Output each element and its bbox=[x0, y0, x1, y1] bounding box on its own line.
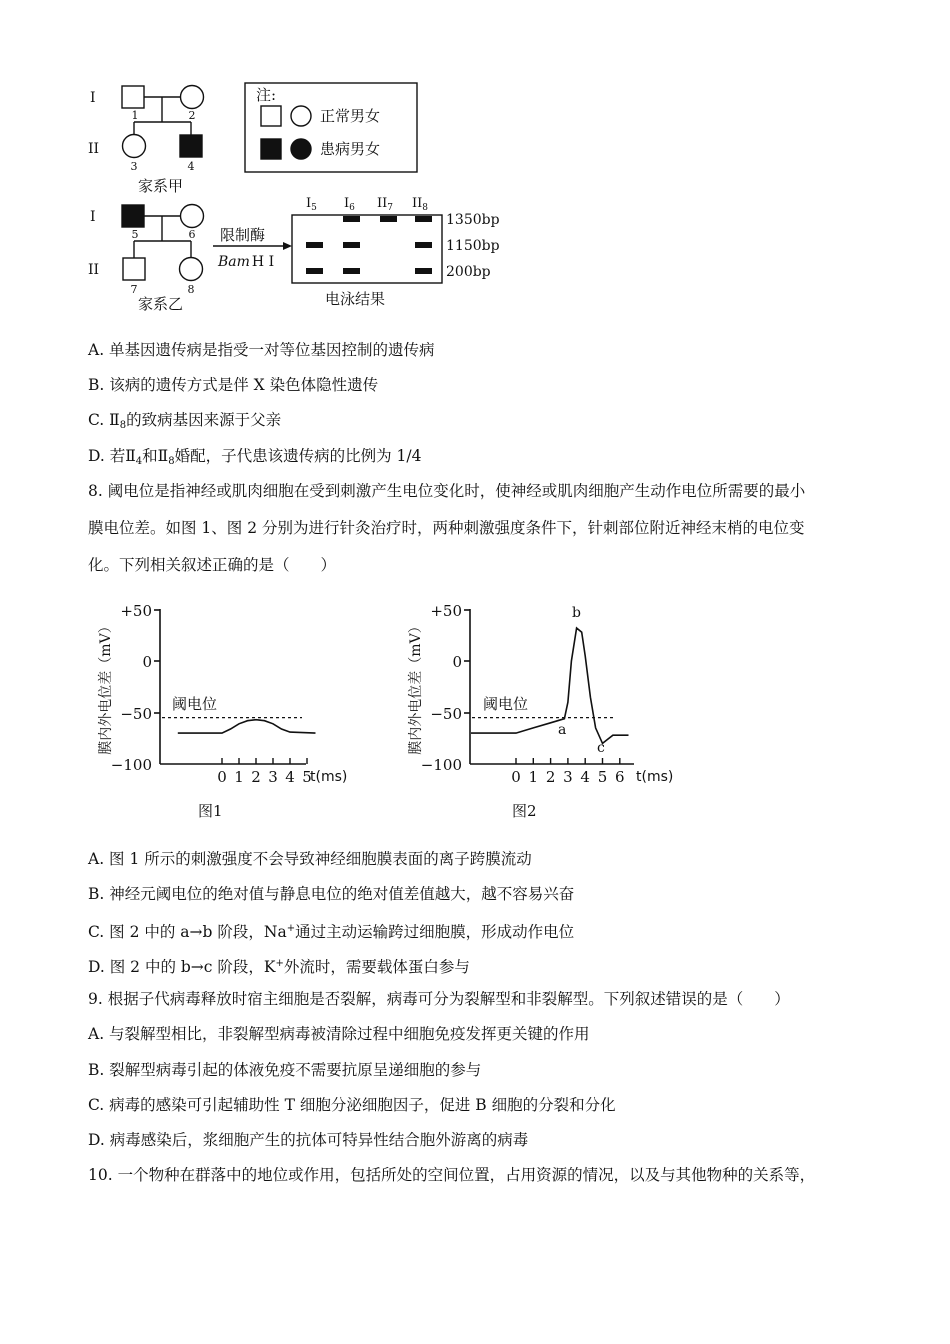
pedigree-a-male-1 bbox=[122, 86, 144, 108]
q9-option-a: A. 与裂解型相比，非裂解型病毒被清除过程中细胞免疫发挥更关键的作用 bbox=[88, 1025, 590, 1043]
pedigree-b-female-8 bbox=[180, 258, 203, 281]
q9-option-d: D. 病毒感染后，浆细胞产生的抗体可特异性结合胞外游离的病毒 bbox=[88, 1131, 529, 1149]
gel-bands bbox=[306, 216, 432, 274]
pedigree-b-male-5-affected bbox=[122, 205, 144, 227]
q8-option-a: A. 图 1 所示的刺激强度不会导致神经细胞膜表面的离子跨膜流动 bbox=[88, 850, 532, 868]
fig2-ytick-0: 0 bbox=[452, 653, 462, 671]
fig2-potential-curve bbox=[471, 628, 629, 743]
q8-option-b: B. 神经元阈电位的绝对值与静息电位的绝对值差值越大，越不容易兴奋 bbox=[88, 885, 575, 903]
size-1150: 1150bp bbox=[446, 238, 500, 254]
fig2-xtick-label: 3 bbox=[563, 768, 573, 786]
band-I5-200 bbox=[306, 268, 323, 274]
arrow-icon bbox=[283, 242, 292, 250]
pedigree-b-female-6 bbox=[181, 205, 204, 228]
band-I5-1150 bbox=[306, 242, 323, 248]
lane-label-II7: $II_7$ bbox=[377, 196, 394, 213]
q9-stem: 9. 根据子代病毒释放时宿主细胞是否裂解，病毒可分为裂解型和非裂解型。下列叙述错误的是（ ） bbox=[88, 990, 790, 1008]
pedigree-a-female-3 bbox=[123, 135, 146, 158]
band-II8-1150 bbox=[415, 242, 432, 248]
q7-option-a: A. 单基因遗传病是指受一对等位基因控制的遗传病 bbox=[88, 341, 435, 359]
q9-option-c: C. 病毒的感染可引起辅助性 T 细胞分泌细胞因子，促进 B 细胞的分裂和分化 bbox=[88, 1096, 616, 1114]
q8-option-c: C. 图 2 中的 a→b 阶段，Na+通过主动运输跨过细胞膜，形成动作电位 bbox=[88, 923, 575, 941]
fig1-xtick-label: 4 bbox=[285, 768, 295, 786]
potential-charts bbox=[88, 592, 688, 827]
id-2: 2 bbox=[188, 109, 196, 122]
fig2-point-c: c bbox=[597, 740, 605, 756]
fig1-xtick-label: 1 bbox=[234, 768, 244, 786]
gen-label-II-a: II bbox=[88, 141, 100, 157]
fig1-threshold-label: 阈电位 bbox=[172, 695, 218, 713]
id-7: 7 bbox=[130, 283, 138, 296]
fig2-xtick-label: 6 bbox=[615, 768, 625, 786]
q7-option-b: B. 该病的遗传方式是伴 X 染色体隐性遗传 bbox=[88, 376, 379, 394]
q7-option-c: C. $Ⅱ_8$的致病基因来源于父亲 bbox=[88, 411, 282, 431]
gen-label-II-b: II bbox=[88, 262, 100, 278]
fig2-point-a: a bbox=[558, 722, 567, 738]
lane-label-I6: $I_6$ bbox=[344, 196, 355, 213]
id-6: 6 bbox=[188, 228, 196, 241]
enzyme-label: 限制酶 bbox=[220, 226, 266, 244]
fig1-xtick-label: 0 bbox=[217, 768, 227, 786]
fig1-ytick-0: 0 bbox=[142, 653, 152, 671]
q9-option-b: B. 裂解型病毒引起的体液免疫不需要抗原呈递细胞的参与 bbox=[88, 1061, 482, 1079]
q8-stem-line3: 化。下列相关叙述正确的是（ ） bbox=[88, 556, 337, 574]
fig2-ytick-neg100: −100 bbox=[420, 756, 462, 774]
size-200: 200bp bbox=[446, 264, 491, 280]
fig1-ylabel: 膜内外电位差（mV） bbox=[98, 619, 114, 755]
fig2-ylabel: 膜内外电位差（mV） bbox=[408, 619, 424, 755]
enzyme-name: Bam H I bbox=[218, 254, 275, 270]
lane-label-II8: $II_8$ bbox=[412, 196, 429, 213]
fig2-xtick-label: 1 bbox=[528, 768, 539, 786]
pedigree-a-male-4-affected bbox=[180, 135, 202, 157]
fig1-xtick-label: 3 bbox=[268, 768, 278, 786]
q8-stem-line2: 膜电位差。如图 1、图 2 分别为进行针灸治疗时，两种刺激强度条件下，针刺部位附近神经末梢的电位变 bbox=[88, 519, 805, 537]
fig2-xtick-label: 0 bbox=[511, 768, 521, 786]
band-II8-200 bbox=[415, 268, 432, 274]
id-8: 8 bbox=[187, 283, 195, 296]
pedigree-b-male-7 bbox=[123, 258, 145, 280]
pedigree-figure bbox=[80, 78, 540, 318]
fig2-xtick-label: 4 bbox=[580, 768, 590, 786]
id-5: 5 bbox=[131, 228, 139, 241]
fig2-xtick-label: 2 bbox=[545, 768, 556, 786]
q8-stem-line1: 8. 阈电位是指神经或肌肉细胞在受到刺激产生电位变化时，使神经或肌肉细胞产生动作电位所需要的最小 bbox=[88, 482, 806, 500]
pedigree-a-female-2 bbox=[181, 86, 204, 109]
band-II7-1350 bbox=[380, 216, 397, 222]
id-3: 3 bbox=[130, 160, 138, 173]
legend-affected: 患病男女 bbox=[320, 140, 381, 158]
id-1: 1 bbox=[131, 109, 139, 122]
fig2-threshold-label: 阈电位 bbox=[483, 695, 529, 713]
q7-option-d: D. 若$Ⅱ_4$和$Ⅱ_8$婚配，子代患该遗传病的比例为 1/4 bbox=[88, 447, 422, 467]
fig1-potential-curve bbox=[178, 720, 316, 733]
fig2-caption: 图2 bbox=[512, 802, 537, 820]
gel-caption: 电泳结果 bbox=[325, 290, 386, 308]
family-a-title: 家系甲 bbox=[138, 177, 184, 195]
lane-label-I5: $I_5$ bbox=[306, 196, 317, 213]
fig1-xunit: t(ms) bbox=[310, 769, 348, 785]
fig2-xtick-label: 5 bbox=[597, 768, 608, 786]
fig1-caption: 图1 bbox=[198, 802, 223, 820]
fig1-xtick-label: 5 bbox=[302, 768, 312, 786]
fig1-ytick-50: +50 bbox=[120, 602, 152, 620]
q8-option-d: D. 图 2 中的 b→c 阶段，K+外流时，需要载体蛋白参与 bbox=[88, 958, 470, 976]
gen-label-I-a: I bbox=[90, 90, 96, 106]
fig2-ytick-neg50: −50 bbox=[430, 705, 462, 723]
q10-stem: 10. 一个物种在群落中的地位或作用，包括所处的空间位置，占用资源的情况，以及与其他物种的关系等， bbox=[88, 1166, 816, 1184]
fig2-point-b: b bbox=[572, 605, 581, 621]
fig2-xunit: t(ms) bbox=[636, 769, 674, 785]
legend-title: 注: bbox=[256, 86, 277, 104]
id-4: 4 bbox=[187, 160, 195, 173]
legend-normal: 正常男女 bbox=[320, 107, 381, 125]
fig1-ytick-neg100: −100 bbox=[110, 756, 152, 774]
gen-label-I-b: I bbox=[90, 209, 96, 225]
family-b-title: 家系乙 bbox=[138, 295, 184, 313]
fig1-xtick-label: 2 bbox=[251, 768, 261, 786]
band-II8-1350 bbox=[415, 216, 432, 222]
band-I6-200 bbox=[343, 268, 360, 274]
band-I6-1350 bbox=[343, 216, 360, 222]
band-I6-1150 bbox=[343, 242, 360, 248]
fig2-ytick-50: +50 bbox=[430, 602, 462, 620]
size-1350: 1350bp bbox=[446, 212, 500, 228]
fig1-ytick-neg50: −50 bbox=[120, 705, 152, 723]
